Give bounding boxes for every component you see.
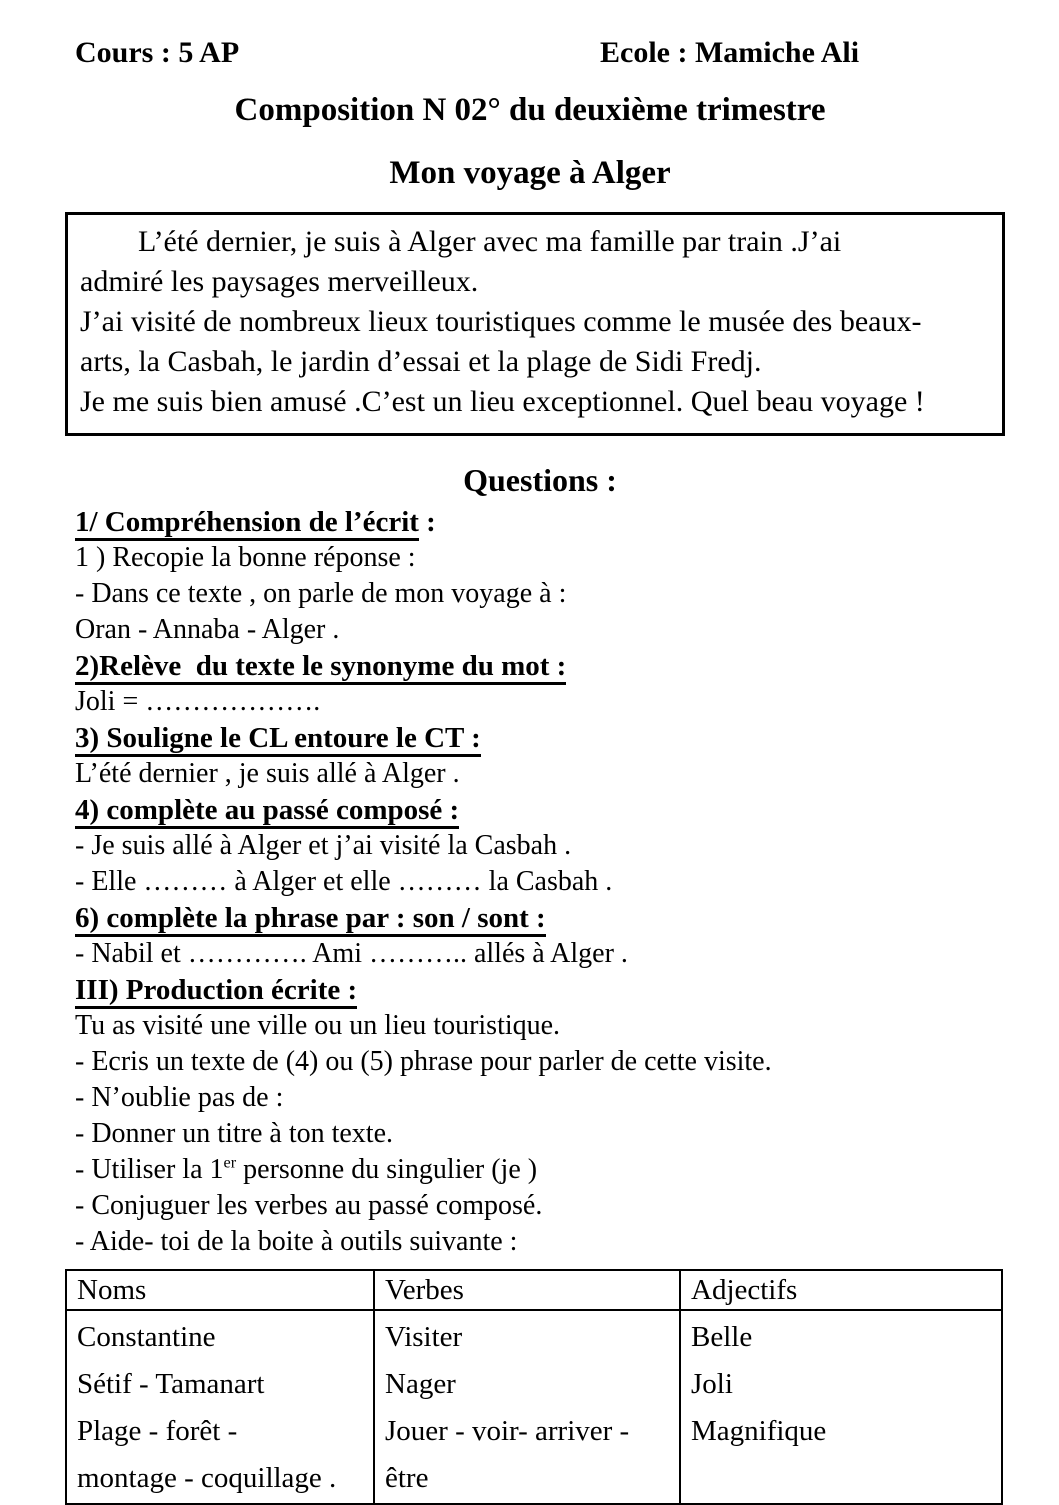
question-line: - Donner un titre à ton texte.: [75, 1118, 394, 1149]
question-line: - Je suis allé à Alger et j’ai visité la Casbah .: [75, 830, 572, 861]
heading-tail: :: [418, 506, 436, 538]
toolbox-cell-line: Magnifique: [691, 1415, 827, 1447]
question-text-part: - Utiliser la 1: [75, 1154, 224, 1185]
page-header: [75, 36, 1005, 72]
toolbox-cell-line: Visiter: [385, 1321, 463, 1353]
composition-title: Composition N 02° du deuxième trimestre: [234, 92, 826, 128]
question-line: Joli = ……………….: [75, 686, 321, 717]
course-label: Cours : 5 AP: [75, 36, 240, 69]
question-line: [75, 1152, 1005, 1188]
question-line: Oran - Annaba - Alger .: [75, 614, 340, 645]
toolbox-header-adjectifs: Adjectifs: [680, 1270, 1002, 1310]
question-section-heading: [75, 972, 1005, 1008]
passage-line: J’ai visité de nombreux lieux touristiques comme le musée des beaux-: [80, 305, 922, 338]
passage-line: Je me suis bien amusé .C’est un lieu exceptionnel. Quel beau voyage !: [80, 385, 925, 418]
school-label: Ecole : Mamiche Ali: [600, 36, 860, 69]
question-line: - Aide- toi de la boite à outils suivante :: [75, 1226, 518, 1257]
toolbox-cell-line: Constantine: [77, 1321, 216, 1353]
toolbox-cell-line: Belle: [691, 1321, 753, 1353]
toolbox-header-noms: Noms: [66, 1270, 374, 1310]
text-title: Mon voyage à Alger: [389, 155, 671, 191]
toolbox-cell-adjectifs: [680, 1310, 1002, 1504]
question-section-heading: [75, 792, 1005, 828]
reading-passage-box: [65, 212, 1005, 436]
heading-underlined-text: 6) complète la phrase par : son / sont :: [75, 902, 546, 937]
question-text-part: personne du singulier (je ): [236, 1154, 538, 1185]
passage-line: L’été dernier, je suis à Alger avec ma famille par train .J’ai: [138, 225, 842, 258]
question-line: - Ecris un texte de (4) ou (5) phrase pour parler de cette visite.: [75, 1046, 772, 1077]
toolbox-body-row: [66, 1310, 1002, 1504]
heading-underlined-text: 4) complète au passé composé :: [75, 794, 459, 829]
toolbox-cell-line: Sétif - Tamanart: [77, 1368, 265, 1400]
toolbox-cell-line: Nager: [385, 1368, 456, 1400]
question-section-heading: [75, 648, 1005, 684]
question-line: - Dans ce texte , on parle de mon voyage à :: [75, 578, 567, 609]
questions-heading: Questions :: [463, 462, 617, 498]
heading-underlined-text: 2)Relève du texte le synonyme du mot :: [75, 650, 566, 685]
question-line: - Conjuguer les verbes au passé composé.: [75, 1190, 543, 1221]
toolbox-cell-verbes: [374, 1310, 680, 1504]
toolbox-header-row: [66, 1270, 1002, 1310]
question-line: - Nabil et …………. Ami ……….. allés à Alger .: [75, 938, 628, 969]
question-line: L’été dernier , je suis allé à Alger .: [75, 758, 460, 789]
question-line: - Elle ……… à Alger et elle ……… la Casbah .: [75, 866, 613, 897]
question-section-heading: [75, 720, 1005, 756]
passage-line: arts, la Casbah, le jardin d’essai et la plage de Sidi Fredj.: [80, 345, 762, 378]
question-section-heading: [75, 900, 1005, 936]
question-line: Tu as visité une ville ou un lieu touristique.: [75, 1010, 561, 1041]
toolbox-cell-line: être: [385, 1462, 429, 1494]
toolbox-cell-line: montage - coquillage .: [77, 1462, 337, 1494]
question-line: - N’oublie pas de :: [75, 1082, 284, 1113]
ordinal-superscript: er: [223, 1153, 237, 1172]
toolbox-cell-line: Jouer - voir- arriver -: [385, 1415, 630, 1447]
question-line: 1 ) Recopie la bonne réponse :: [75, 542, 416, 573]
questions-list: [75, 504, 1005, 1260]
passage-line: admiré les paysages merveilleux.: [80, 265, 479, 298]
heading-underlined-text: 3) Souligne le CL entoure le CT :: [75, 722, 481, 757]
heading-underlined-text: III) Production écrite :: [75, 974, 357, 1009]
toolbox-cell-line: Plage - forêt -: [77, 1415, 238, 1447]
toolbox-cell-line: Joli: [691, 1368, 733, 1400]
heading-underlined-text: 1/ Compréhension de l’écrit: [75, 506, 419, 541]
toolbox-header-verbes: Verbes: [374, 1270, 680, 1310]
toolbox-table: [65, 1269, 1003, 1505]
toolbox-cell-noms: [66, 1310, 374, 1504]
question-section-heading: [75, 504, 1005, 540]
